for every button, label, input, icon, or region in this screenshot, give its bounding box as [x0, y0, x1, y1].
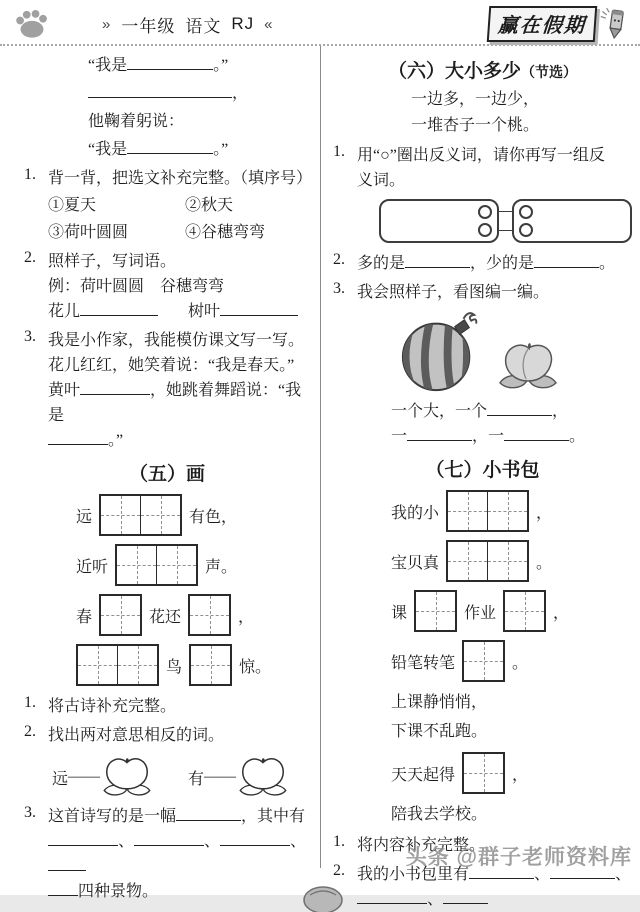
text-segment: 我的小 [391, 504, 440, 522]
poem-grid-line [391, 590, 632, 632]
fill-in-blank [534, 253, 599, 268]
compose-line [391, 399, 632, 424]
brand-logo: 赢在假期 [487, 6, 598, 42]
text-segment: 鸟 [166, 658, 183, 676]
pencil-mascot-icon [600, 6, 630, 42]
fill-in-blank [127, 139, 213, 154]
poem-line: 一堆杏子一个桃。 [411, 117, 540, 134]
option-1: ①夏天 [48, 197, 97, 214]
nav-arrows-left: » [102, 15, 112, 33]
writing-grid-2cell [76, 644, 159, 686]
poem-grid-line [391, 640, 632, 682]
option-4: ④谷穗弯弯 [185, 224, 266, 241]
question-3 [24, 328, 310, 453]
section-5-question-1 [24, 694, 310, 719]
text-segment: 四种景物。 [78, 883, 159, 900]
question-number: 1. [333, 143, 345, 160]
nav-arrows-right: « [264, 15, 274, 33]
list-separator: 、 [204, 833, 221, 850]
compose-line [391, 424, 632, 449]
text-segment: “我是 [88, 57, 128, 74]
writing-grid-2cell [446, 490, 529, 532]
model-sentence: 花儿红红，她笑着说：“我是春天。” [48, 357, 295, 374]
right-column [320, 46, 640, 908]
word-box-right [512, 199, 632, 243]
option-row [48, 220, 310, 245]
text-segment: 花还 [149, 608, 182, 626]
poem-line: 一边多，一边少， [411, 91, 540, 108]
fill-in-blank [405, 253, 470, 268]
question-text: 背一背，把选文补充完整。（填序号） [48, 170, 313, 187]
question-number: 3. [333, 280, 345, 297]
writing-grid-1cell [503, 590, 546, 632]
text-segment: 。” [213, 57, 229, 74]
writing-grid-1cell [189, 644, 232, 686]
quote-line-4 [88, 137, 310, 162]
writing-grid-2cell [115, 544, 198, 586]
poem-line: 陪我去学校。 [391, 806, 488, 823]
text-segment: ， [536, 504, 553, 522]
question-text [357, 251, 632, 276]
quote-block [88, 53, 310, 162]
fill-in-blank [127, 55, 213, 70]
poem-grid-line [76, 494, 310, 536]
fill-in-blank [48, 430, 108, 445]
writing-grid-2cell [446, 540, 529, 582]
question-number: 3. [24, 328, 36, 345]
question-number: 1. [24, 694, 36, 711]
grade-label: 一年级 [121, 16, 176, 36]
fill-in-blank [80, 380, 150, 395]
question-number: 1. [24, 166, 36, 183]
question-text: 我会照样子，看图编一编。 [357, 284, 550, 301]
text-segment: ，少的是 [470, 255, 535, 272]
antonym-pairs [52, 754, 310, 800]
fill-in-blank [48, 831, 118, 846]
blank-list [357, 887, 632, 912]
left-column [0, 46, 320, 900]
text-segment: 春 [76, 608, 93, 626]
text-segment: 课 [391, 604, 408, 622]
text-segment: 一 [391, 428, 408, 445]
section-subtitle: （节选） [521, 66, 577, 81]
fill-in-blank [220, 831, 290, 846]
header-title [102, 12, 488, 37]
question-text: 将内容补充完整。 [357, 837, 486, 854]
snail-graphic [300, 883, 346, 901]
fill-in-blank [48, 881, 78, 896]
watermelon-image [397, 309, 483, 395]
text-segment: 声。 [205, 558, 238, 576]
antonym-pair [188, 754, 290, 800]
antonym-pair-boxes [379, 199, 632, 243]
text-segment: 我的小书包里有 [357, 866, 470, 883]
section-7-title: （七）小书包 [425, 460, 540, 481]
option-2: ②秋天 [185, 197, 234, 214]
list-separator: 、 [427, 891, 444, 908]
poem-line: 下课不乱跑。 [391, 723, 488, 740]
edition-label: RJ [231, 14, 255, 33]
section-6-question-2 [333, 251, 632, 276]
text-segment: ，其中有 [241, 808, 306, 825]
list-separator: 、 [534, 866, 551, 883]
word-blanks [48, 299, 310, 324]
poem-grid-line [391, 490, 632, 532]
text-segment: 宝贝真 [391, 554, 440, 572]
text-segment: 有色， [189, 508, 238, 526]
fruit-illustration [397, 309, 632, 395]
writing-grid-1cell [414, 590, 457, 632]
question-number: 2. [24, 249, 36, 266]
text-segment: 花儿 [48, 303, 81, 320]
fill-in-blank [48, 856, 86, 871]
page-header [0, 0, 640, 46]
fill-in-blank [443, 889, 488, 904]
fill-in-blank [220, 301, 298, 316]
two-column-layout [0, 46, 640, 908]
text-segment: 一个大，一个 [391, 403, 488, 420]
question-text [48, 804, 310, 829]
text-segment: 这首诗写的是一幅 [48, 808, 177, 825]
poem-grid-line [76, 594, 310, 636]
poem-line: 上课静悄悄， [391, 694, 488, 711]
text-segment: 黄叶 [48, 382, 81, 399]
question-number: 3. [24, 804, 36, 821]
quote-line-2 [88, 81, 310, 106]
section-5-title: （五）画 [128, 464, 205, 485]
fill-in-blank [487, 401, 552, 416]
section-5-question-3 [24, 804, 310, 904]
text-segment: 惊。 [239, 658, 272, 676]
fill-in-blank [80, 301, 158, 316]
text-segment: 。 [536, 554, 553, 572]
text-segment: 铅笔转笔 [391, 654, 456, 672]
question-number: 2. [333, 862, 345, 879]
text-segment: 。” [108, 432, 124, 449]
text-segment: 有 [188, 770, 205, 788]
option-3: ③荷叶圆圆 [48, 224, 129, 241]
fill-in-blank [88, 83, 232, 98]
text-segment: ， [553, 604, 570, 622]
list-separator: 、 [615, 866, 632, 883]
brand-logo-group [488, 6, 630, 42]
question-text: 找出两对意思相反的词。 [48, 727, 225, 744]
poem-grid-line [76, 644, 310, 686]
question-text: 义词。 [357, 172, 406, 189]
question-number: 2. [24, 723, 36, 740]
fill-in-blank [407, 426, 472, 441]
writing-grid-1cell [99, 594, 142, 636]
fill-in-blank [176, 806, 241, 821]
text-segment: 近听 [76, 558, 109, 576]
question-number: 1. [333, 833, 345, 850]
text-segment: 。” [213, 141, 229, 158]
fill-in-blank [504, 426, 569, 441]
paw-icon [14, 9, 50, 39]
poem-grid-line [391, 752, 632, 794]
text-segment: 。 [599, 255, 616, 272]
question-text: 用“○”圈出反义词，请你再写一组反 [357, 147, 605, 164]
example-text: 例：荷叶圆圆 谷穗弯弯 [48, 278, 225, 295]
quote-line-1 [88, 53, 310, 78]
imitate-line [48, 378, 310, 428]
question-number: 2. [333, 251, 345, 268]
option-row [48, 193, 310, 218]
pair-dash: —— [204, 768, 237, 785]
section-title-text: （六）大小多少 [387, 61, 521, 82]
list-separator: 、 [118, 833, 135, 850]
watermark: 头条 @群子老师资料库 [405, 846, 632, 869]
text-segment: ，一 [472, 428, 505, 445]
section-5-question-2 [24, 723, 310, 748]
list-separator: 、 [290, 833, 307, 850]
peach-outline-image [100, 754, 154, 800]
text-segment: 。 [569, 428, 586, 445]
text-segment: 天天起得 [391, 766, 456, 784]
section-6-title [333, 56, 632, 83]
imitate-line [48, 428, 310, 453]
fill-in-blank [134, 831, 204, 846]
text-segment: 远 [76, 508, 93, 526]
writing-grid-1cell [462, 752, 505, 794]
writing-grid-2cell [99, 494, 182, 536]
question-text: 照样子，写词语。 [48, 253, 177, 270]
text-segment: 作业 [464, 604, 497, 622]
question-text: 将古诗补充完整。 [48, 698, 177, 715]
question-text-end [48, 879, 310, 904]
question-1 [24, 166, 313, 245]
writing-grid-1cell [188, 594, 231, 636]
question-text: 我是小作家，我能模仿课文写一写。 [48, 332, 305, 349]
poem-grid-line [391, 540, 632, 582]
blank-list [48, 829, 310, 879]
text-segment: ， [238, 608, 255, 626]
poem-grid-line [76, 544, 310, 586]
word-box-left [379, 199, 499, 243]
quote-line-3: 他鞠着躬说： [88, 113, 185, 130]
peach-image [497, 339, 559, 395]
text-segment: ， [552, 403, 569, 420]
box-connector [499, 201, 512, 241]
fill-in-blank [357, 889, 427, 904]
section-6-question-3 [333, 280, 632, 305]
pair-dash: —— [68, 768, 101, 785]
text-segment: ，她跳着舞蹈说：“我是 [48, 382, 302, 424]
text-segment: 多的是 [357, 255, 406, 272]
question-2 [24, 249, 310, 324]
text-segment: 。 [512, 654, 529, 672]
text-segment: ， [512, 766, 529, 784]
peach-outline-image [236, 754, 290, 800]
antonym-pair [52, 754, 154, 800]
section-6-question-1 [333, 143, 632, 193]
subject-label: 语文 [185, 16, 222, 36]
text-segment: ， [232, 85, 249, 102]
text-segment: “我是 [88, 141, 128, 158]
writing-grid-1cell [462, 640, 505, 682]
text-segment: 树叶 [188, 303, 221, 320]
text-segment: 远 [52, 770, 69, 788]
